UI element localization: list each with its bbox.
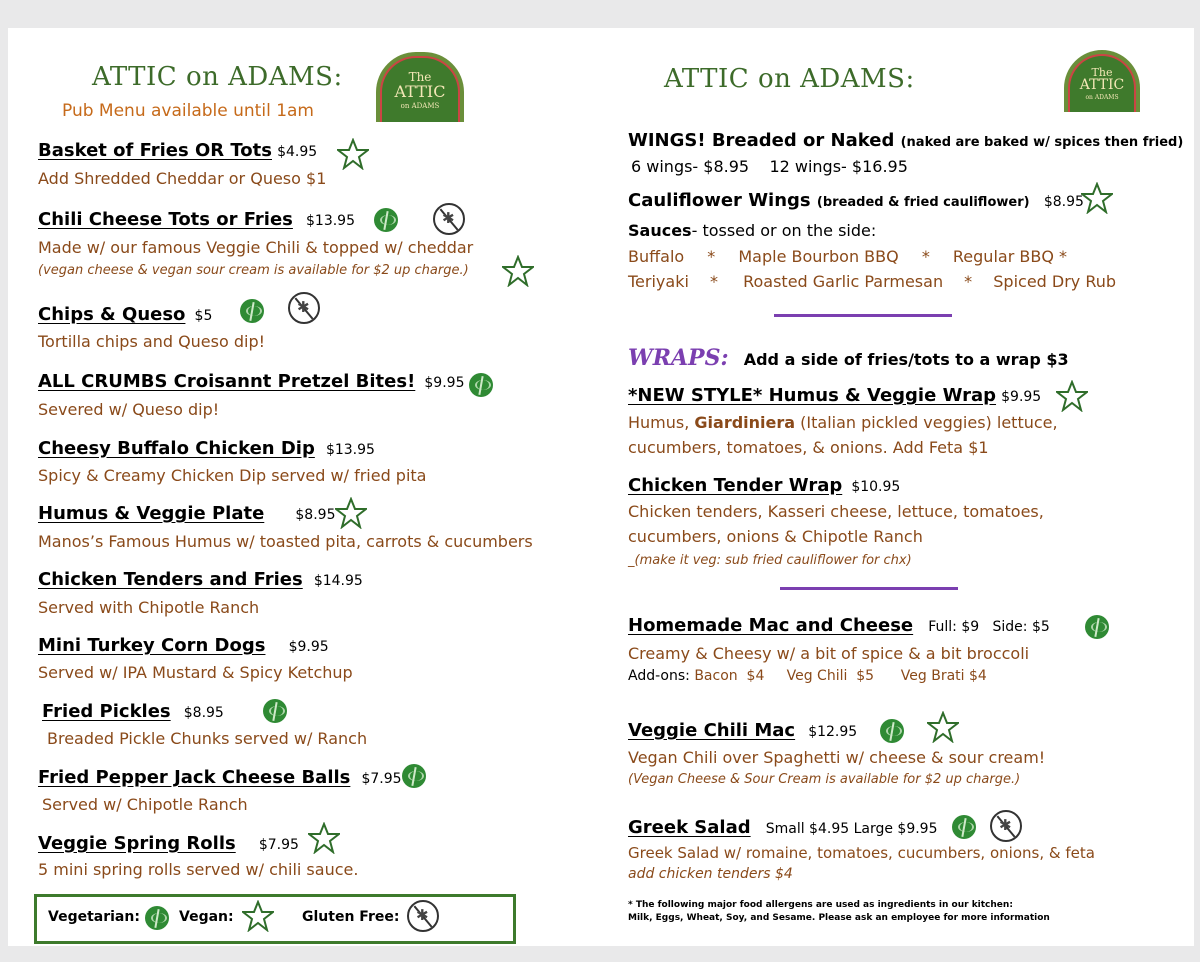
vegan-star-icon [242, 900, 274, 932]
right-title: ATTIC on ADAMS: [664, 64, 915, 94]
item-desc: Served with Chipotle Ranch [38, 598, 260, 617]
cauliflower-wings-heading: Cauliflower Wings (breaded & fried cauliflower) $8.95 [628, 190, 1084, 211]
vegan-star-icon [337, 138, 369, 170]
allergen-notice-line2: Milk, Eggs, Wheat, Soy, and Sesame. Please ask an employee for more information [628, 913, 1050, 923]
vegetarian-leaf-icon [145, 906, 169, 930]
item-desc: Greek Salad w/ romaine, tomatoes, cucumbers, onions, & feta [628, 844, 1095, 862]
wings-heading: WINGS! Breaded or Naked (naked are baked w/ spices then fried) [628, 130, 1184, 151]
item-desc: Severed w/ Queso dip! [38, 400, 220, 419]
item-desc: cucumbers, onions & Chipotle Ranch [628, 527, 923, 546]
attic-logo: The ATTIC on ADAMS [376, 52, 464, 122]
section-divider [774, 314, 952, 317]
item-desc: Vegan Chili over Spaghetti w/ cheese & sour cream! [628, 748, 1046, 767]
allergen-notice-line1: * The following major food allergens are used as ingredients in our kitchen: [628, 900, 1013, 910]
vegan-star-icon [1056, 380, 1088, 412]
item-desc: Chicken tenders, Kasseri cheese, lettuce, tomatoes, [628, 502, 1044, 521]
gluten-free-icon [990, 810, 1022, 842]
legend-gluten-free-label: Gluten Free: [302, 909, 400, 925]
vegetarian-leaf-icon [263, 699, 287, 723]
menu-item-corn-dogs: Mini Turkey Corn Dogs $9.95 [38, 635, 329, 656]
vegetarian-leaf-icon [402, 764, 426, 788]
item-desc: Made w/ our famous Veggie Chili & topped w/ cheddar [38, 238, 474, 257]
attic-logo: The ATTIC on ADAMS [1064, 50, 1140, 112]
mac-addons: Add-ons: Bacon $4 Veg Chili $5 Veg Brati $4 [628, 668, 987, 684]
vegetarian-leaf-icon [880, 719, 904, 743]
vegan-star-icon [927, 711, 959, 743]
vegan-star-icon [308, 822, 340, 854]
item-desc: Served w/ IPA Mustard & Spicy Ketchup [38, 663, 353, 682]
item-note: (Vegan Cheese & Sour Cream is available for $2 up charge.) [628, 772, 1021, 787]
vegan-star-icon [502, 255, 534, 287]
item-desc: Add Shredded Cheddar or Queso $1 [38, 169, 327, 188]
item-note: _(make it veg: sub fried cauliflower for chx) [628, 553, 912, 568]
vegetarian-leaf-icon [240, 299, 264, 323]
legend-vegan-label: Vegan: [179, 909, 234, 925]
vegetarian-leaf-icon [952, 815, 976, 839]
wraps-heading: WRAPS: Add a side of fries/tots to a wrap $3 [628, 345, 1069, 371]
item-desc: Tortilla chips and Queso dip! [38, 332, 266, 351]
section-divider [780, 587, 958, 590]
menu-item-chicken-wrap: Chicken Tender Wrap $10.95 [628, 475, 901, 496]
menu-item-cheese-balls: Fried Pepper Jack Cheese Balls $7.95 [38, 767, 402, 788]
item-note: add chicken tenders $4 [628, 866, 793, 882]
sauces-heading: Sauces- tossed or on the side: [628, 221, 877, 240]
menu-item-mac-cheese: Homemade Mac and Cheese Full: $9 Side: $5 [628, 615, 1050, 636]
menu-item-greek-salad: Greek Salad Small $4.95 Large $9.95 [628, 817, 938, 838]
left-title: ATTIC on ADAMS: [92, 62, 343, 92]
legend-vegetarian-label: Vegetarian: [48, 909, 140, 925]
item-desc: cucumbers, tomatoes, & onions. Add Feta $1 [628, 438, 989, 457]
menu-item-fries-tots: Basket of Fries OR Tots $4.95 [38, 140, 318, 161]
vegan-star-icon [1081, 182, 1113, 214]
item-desc: Breaded Pickle Chunks served w/ Ranch [47, 729, 368, 748]
vegetarian-leaf-icon [469, 373, 493, 397]
vegan-star-icon [335, 497, 367, 529]
menu-item-fried-pickles: Fried Pickles $8.95 [42, 701, 224, 722]
sauce-row-1: Buffalo * Maple Bourbon BBQ * Regular BBQ * [628, 247, 1067, 266]
item-desc: Spicy & Creamy Chicken Dip served w/ fried pita [38, 466, 427, 485]
menu-item-spring-rolls: Veggie Spring Rolls $7.95 [38, 833, 299, 854]
gluten-free-icon [407, 900, 439, 932]
gluten-free-icon [433, 203, 465, 235]
menu-item-chicken-tenders: Chicken Tenders and Fries $14.95 [38, 569, 363, 590]
menu-item-pretzel-bites: ALL CRUMBS Croisannt Pretzel Bites! $9.95 [38, 371, 465, 392]
vegetarian-leaf-icon [374, 208, 398, 232]
item-desc: Served w/ Chipotle Ranch [42, 795, 248, 814]
menu-item-humus-wrap: *NEW STYLE* Humus & Veggie Wrap $9.95 [628, 385, 1042, 406]
sauce-row-2: Teriyaki * Roasted Garlic Parmesan * Spiced Dry Rub [628, 272, 1117, 291]
wings-prices: 6 wings- $8.95 12 wings- $16.95 [631, 157, 908, 176]
vegetarian-leaf-icon [1085, 615, 1109, 639]
left-subtitle: Pub Menu available until 1am [62, 101, 314, 121]
item-note: (vegan cheese & vegan sour cream is available for $2 up charge.) [38, 263, 469, 278]
item-desc: Humus, Giardiniera (Italian pickled veggies) lettuce, [628, 413, 1058, 432]
item-desc: Manos’s Famous Humus w/ toasted pita, carrots & cucumbers [38, 532, 533, 551]
menu-item-chips-queso: Chips & Queso $5 [38, 304, 213, 325]
item-desc: Creamy & Cheesy w/ a bit of spice & a bit broccoli [628, 644, 1030, 663]
menu-item-humus-plate: Humus & Veggie Plate $8.95 [38, 503, 336, 524]
menu-item-buffalo-dip: Cheesy Buffalo Chicken Dip $13.95 [38, 438, 375, 459]
menu-item-veggie-chili-mac: Veggie Chili Mac $12.95 [628, 720, 858, 741]
gluten-free-icon [288, 292, 320, 324]
item-desc: 5 mini spring rolls served w/ chili sauce. [38, 860, 359, 879]
diet-legend [34, 894, 516, 944]
menu-item-chili-cheese: Chili Cheese Tots or Fries $13.95 [38, 209, 355, 230]
